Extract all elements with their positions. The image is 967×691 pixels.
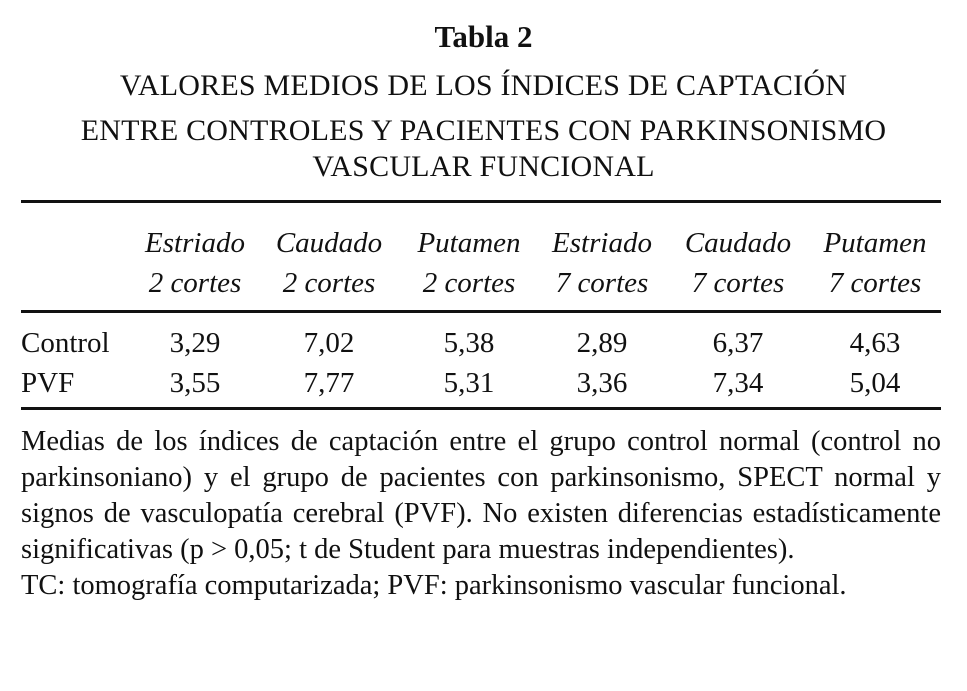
column-header-cuts: 2 cortes bbox=[148, 267, 242, 299]
footnote-abbreviations: TC: tomografía computarizada; PVF: parkinsonismo vascular funcional. bbox=[21, 570, 847, 601]
table-footnote bbox=[21, 424, 941, 604]
table-cell: 3,55 bbox=[169, 367, 221, 399]
table-number: Tabla 2 bbox=[434, 19, 533, 54]
table-cell: 2,89 bbox=[576, 327, 628, 359]
column-header-region: Caudado bbox=[275, 227, 383, 259]
table-header-rule bbox=[21, 310, 941, 313]
table-cell: 7,34 bbox=[712, 367, 764, 399]
table-cell: 5,04 bbox=[849, 367, 901, 399]
table-cell: 7,02 bbox=[303, 327, 355, 359]
table-title-line-3: VASCULAR FUNCIONAL bbox=[312, 150, 655, 183]
table-cell: 5,38 bbox=[443, 327, 495, 359]
table-top-rule bbox=[21, 200, 941, 203]
column-header-cuts: 7 cortes bbox=[828, 267, 922, 299]
column-header-cuts: 2 cortes bbox=[282, 267, 376, 299]
column-header-region: Putamen bbox=[417, 227, 521, 259]
table-cell: 5,31 bbox=[443, 367, 495, 399]
table-cell: 7,77 bbox=[303, 367, 355, 399]
column-header-region: Estriado bbox=[145, 227, 245, 259]
table-title-line-1: VALORES MEDIOS DE LOS ÍNDICES DE CAPTACIÓN bbox=[119, 69, 848, 102]
table-row-label-control: Control bbox=[21, 327, 110, 359]
table-title-line-2: ENTRE CONTROLES Y PACIENTES CON PARKINSONISMO bbox=[80, 114, 887, 147]
table-cell: 3,29 bbox=[169, 327, 221, 359]
column-header-cuts: 7 cortes bbox=[691, 267, 785, 299]
column-header-cuts: 7 cortes bbox=[555, 267, 649, 299]
column-header-region: Putamen bbox=[823, 227, 927, 259]
table-bottom-rule bbox=[21, 407, 941, 410]
footnote-paragraph: Medias de los índices de captación entre el grupo control normal (control no parkinsoniano) y el grupo de pacientes con parkinsonismo, SPECT normal y signos de vasculopatía cerebral (PVF). No existen diferencias estadísticamente significativas (p > 0,05; t de Student para muestras independientes). bbox=[21, 426, 941, 565]
column-header-cuts: 2 cortes bbox=[422, 267, 516, 299]
column-header-region: Estriado bbox=[552, 227, 652, 259]
column-header-region: Caudado bbox=[684, 227, 792, 259]
table-cell: 4,63 bbox=[849, 327, 901, 359]
table-cell: 3,36 bbox=[576, 367, 628, 399]
table-row-label-pvf: PVF bbox=[21, 367, 75, 399]
table-cell: 6,37 bbox=[712, 327, 764, 359]
